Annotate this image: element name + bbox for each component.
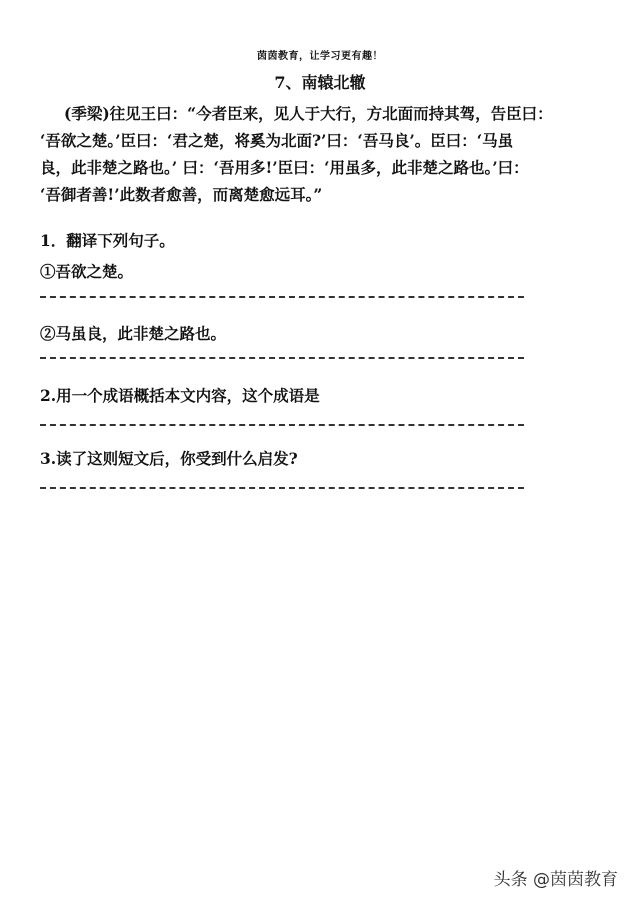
answer-line-4[interactable] <box>40 487 524 489</box>
classical-passage <box>40 100 615 208</box>
answer-line-2[interactable] <box>40 357 524 359</box>
question-2: 2.用一个成语概括本文内容，这个成语是 <box>40 386 320 405</box>
answer-line-1[interactable] <box>40 296 524 298</box>
question-1-heading: 1．翻译下列句子。 <box>40 231 175 250</box>
passage-line-4: ‘吾御者善!’此数者愈善，而离楚愈远耳。” <box>40 185 323 204</box>
passage-line-1: (季梁)往见王曰：“今者臣来，见人于大行，方北面而持其驾，告臣曰： <box>64 104 553 123</box>
passage-line-3: 良，此非楚之路也。’ 曰：‘吾用多!’臣曰：‘用虽多，此非楚之路也。’曰： <box>40 158 529 177</box>
page-title: 7、南辕北辙 <box>274 73 366 92</box>
answer-line-3[interactable] <box>40 424 524 426</box>
question-1-item-2: ②马虽良，此非楚之路也。 <box>40 324 227 343</box>
question-1-item-1: ①吾欲之楚。 <box>40 262 134 281</box>
passage-line-2: ‘吾欲之楚。’臣曰：‘君之楚，将奚为北面?’曰：‘吾马良’。臣曰：‘马虽 <box>40 131 514 150</box>
header-note: 茵茵教育，让学习更有趣！ <box>257 51 383 62</box>
source-watermark: 头条 @茵茵教育 <box>493 870 618 890</box>
question-3: 3.读了这则短文后，你受到什么启发? <box>40 449 298 468</box>
